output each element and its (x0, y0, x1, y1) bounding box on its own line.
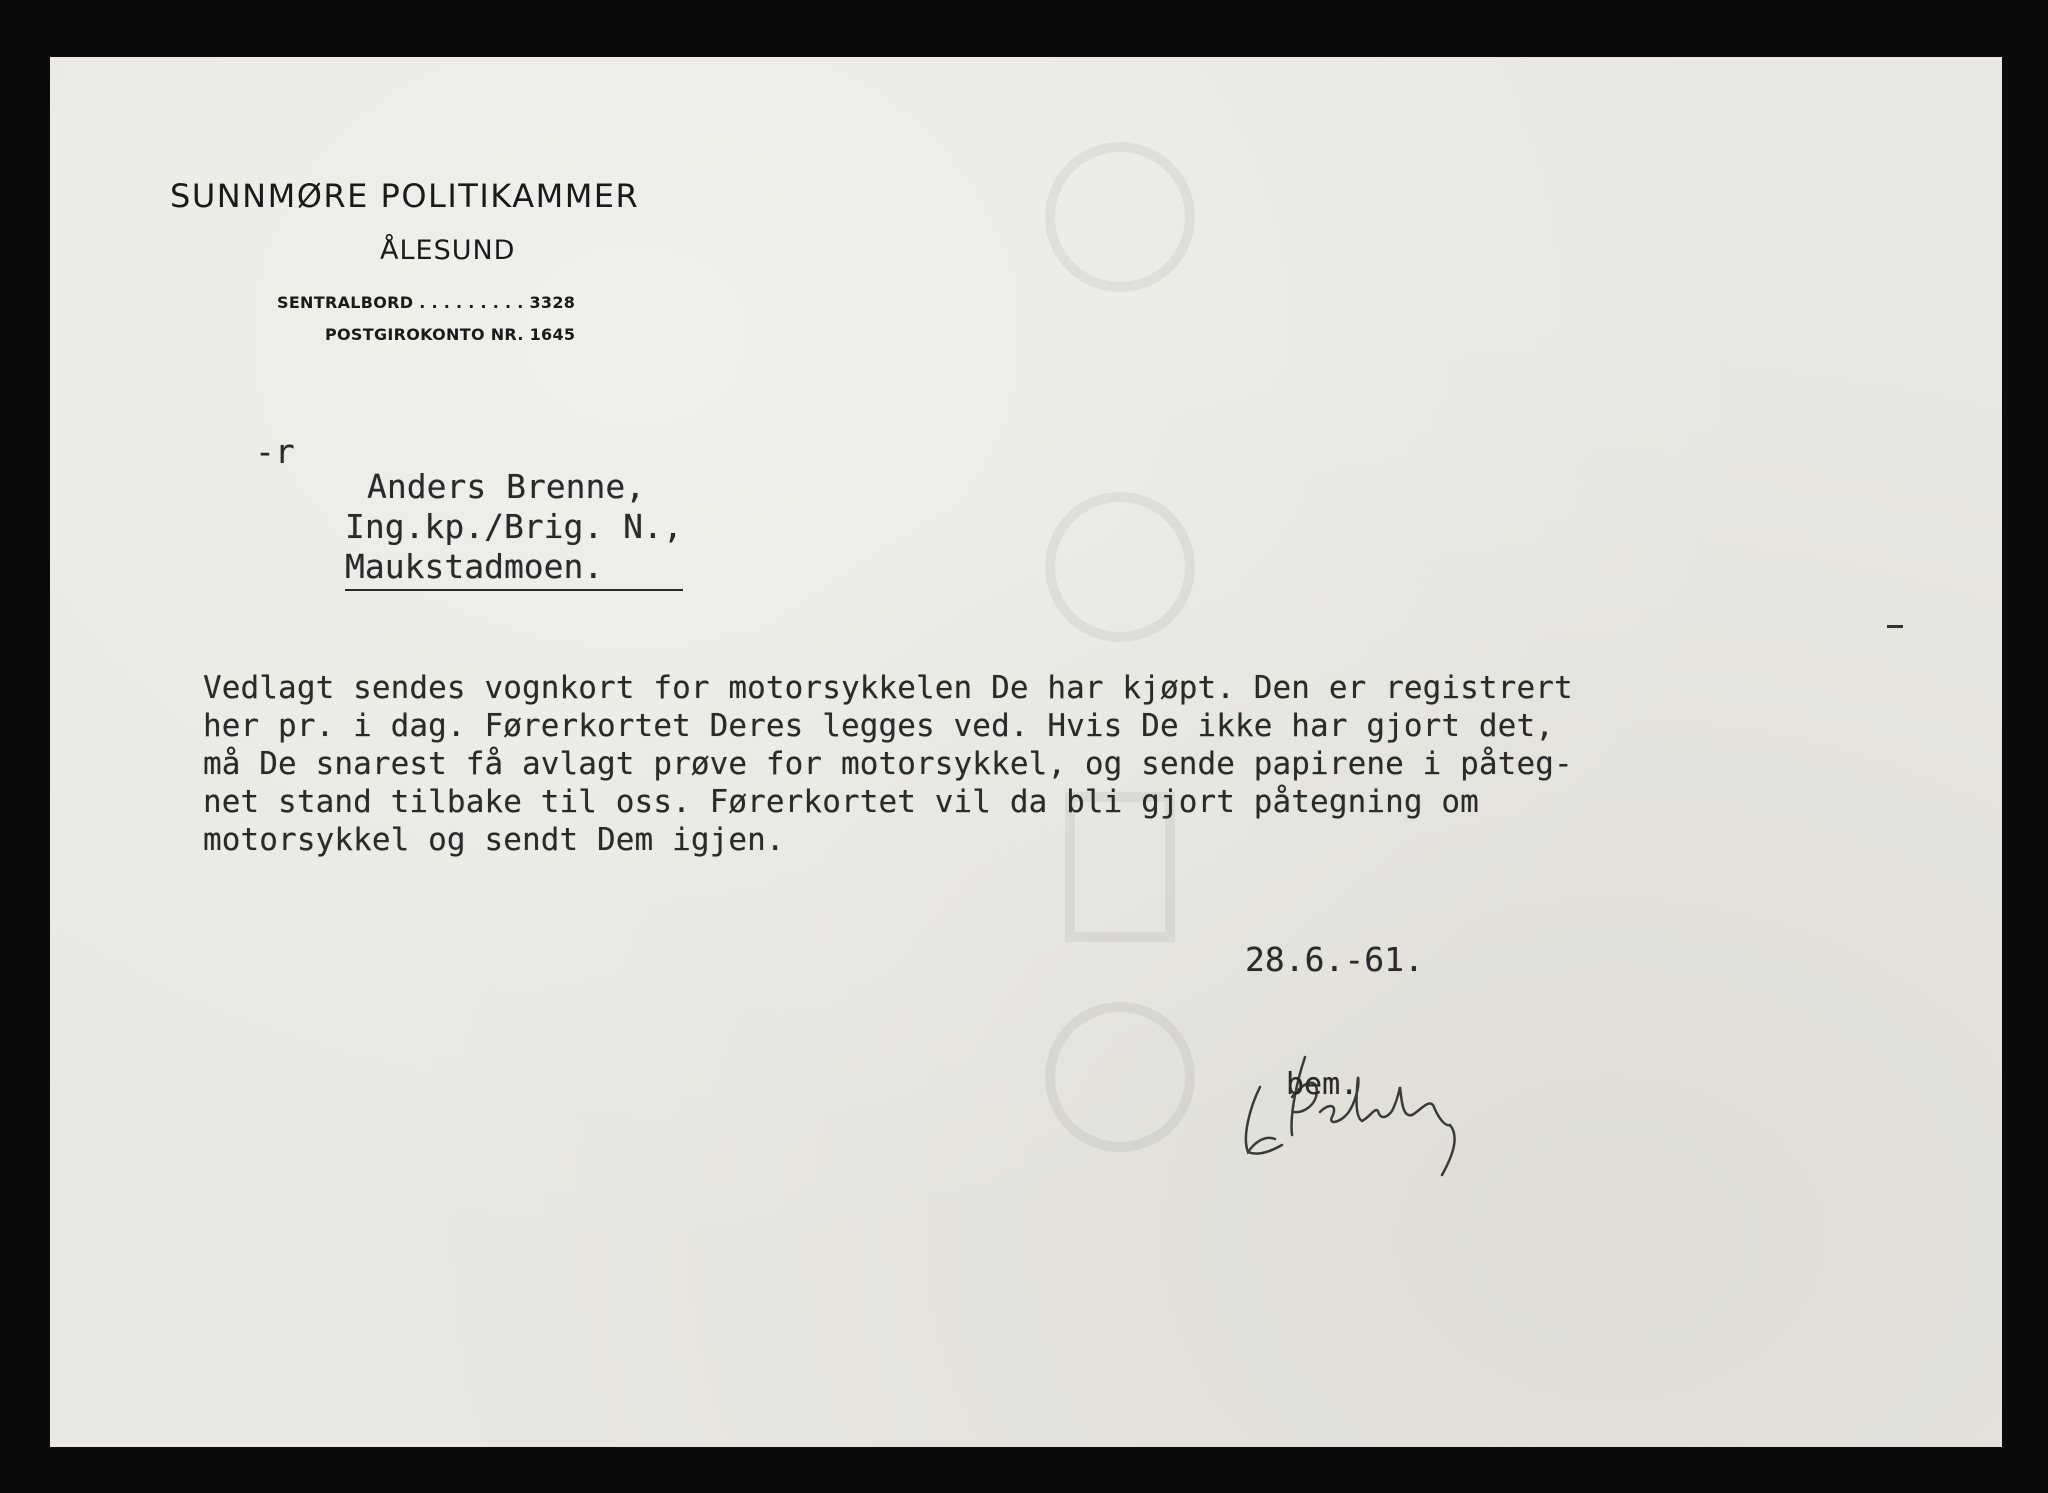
body-line: her pr. i dag. Førerkortet Deres legges ved. Hvis De ikke har gjort det, (203, 708, 1554, 744)
letter-date: 28.6.-61. (1245, 940, 1424, 979)
recipient-location: Maukstadmoen. (345, 547, 683, 591)
reference-mark: -r (255, 432, 295, 471)
recipient-name: Anders Brenne, (367, 467, 646, 506)
switchboard-number: SENTRALBORD . . . . . . . . . 3328 (277, 293, 576, 312)
letter-body (203, 669, 1573, 859)
body-line: net stand tilbake til oss. Førerkortet vil da bli gjort påtegning om (203, 784, 1479, 820)
postgiro-account: POSTGIROKONTO NR. 1645 (325, 325, 576, 344)
margin-dash (1887, 625, 1903, 628)
organization-name: SUNNMØRE POLITIKAMMER (170, 177, 640, 215)
city-name: ÅLESUND (380, 235, 516, 266)
recipient-unit: Ing.kp./Brig. N., (345, 507, 683, 546)
body-line: må De snarest få avlagt prøve for motorsykkel, og sende papirene i påteg- (203, 746, 1573, 782)
signatory-title: bem. (1286, 1067, 1359, 1102)
body-line: Vedlagt sendes vognkort for motorsykkelen De har kjøpt. Den er registrert (203, 670, 1573, 706)
body-line: motorsykkel og sendt Dem igjen. (203, 822, 785, 858)
recipient-address (345, 467, 683, 591)
letter-paper (50, 57, 2002, 1447)
